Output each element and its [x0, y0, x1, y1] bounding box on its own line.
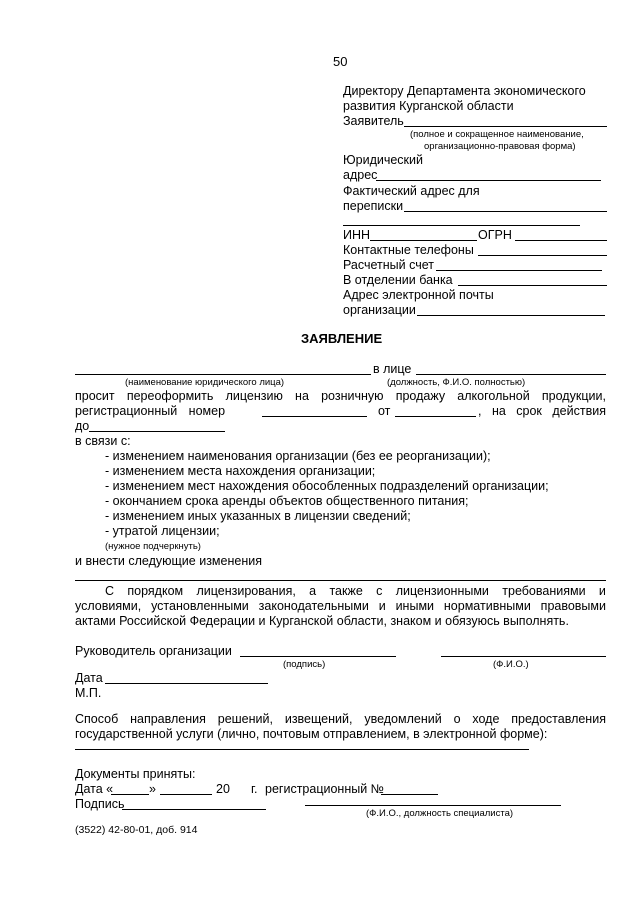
reason-item[interactable]: - изменением места нахождения организации;	[105, 464, 376, 478]
word: правовыми	[540, 599, 606, 613]
reason-item[interactable]: - изменением иных указанных в лицензии сведений;	[105, 509, 411, 523]
bank-label: В отделении банка	[343, 273, 453, 287]
ogrn-label: ОГРН	[478, 228, 512, 242]
word: предоставления	[511, 712, 606, 726]
email-label-2: организации	[343, 303, 416, 317]
reason-item[interactable]: - изменением мест нахождения обособленных подразделений организации;	[105, 479, 549, 493]
legal-address-field[interactable]	[376, 180, 601, 181]
specialist-field[interactable]	[305, 805, 561, 806]
until-date-field[interactable]	[89, 431, 225, 432]
accepted-day-field[interactable]	[111, 794, 149, 795]
account-field[interactable]	[436, 270, 602, 271]
accepted-sign-label: Подпись	[75, 797, 125, 811]
request-line	[75, 389, 606, 404]
reason-item[interactable]: - изменением наименования организации (без ее реорганизации);	[105, 449, 491, 463]
addressee-line-1: Директору Департамента экономического	[343, 84, 586, 98]
specialist-hint: (Ф.И.О., должность специалиста)	[366, 808, 514, 819]
word: продукции,	[541, 389, 606, 403]
actual-address-field-2[interactable]	[343, 225, 580, 226]
position-name-field[interactable]	[416, 374, 606, 375]
applicant-field[interactable]	[404, 126, 607, 127]
inn-label: ИНН	[343, 228, 371, 242]
applicant-hint-2: организационно-правовая форма)	[424, 141, 576, 152]
word: направления	[130, 712, 206, 726]
from-label: от	[378, 404, 391, 418]
accepted-month-field[interactable]	[160, 794, 212, 795]
word: условиями,	[75, 599, 142, 613]
word: а	[309, 584, 317, 598]
method-field[interactable]	[75, 749, 529, 750]
until-label: до	[75, 419, 90, 433]
addressee-line-2: развития Курганской области	[343, 99, 514, 113]
word: извещений,	[284, 712, 353, 726]
accepted-year-suffix: г.	[251, 782, 258, 796]
word: на	[295, 389, 309, 403]
word: просит	[75, 389, 115, 403]
phones-field[interactable]	[478, 255, 607, 256]
reason-item[interactable]: - утратой лицензии;	[105, 524, 220, 538]
reg-number-field[interactable]	[262, 416, 367, 417]
acknowledgement-line-2	[75, 599, 606, 614]
word: с	[376, 584, 383, 598]
word: Способ	[75, 712, 119, 726]
stamp-label: М.П.	[75, 686, 102, 700]
signature-hint: (подпись)	[283, 659, 326, 670]
phones-label: Контактные телефоны	[343, 243, 474, 257]
in-person-label: в лице	[373, 362, 412, 376]
position-hint: (должность, Ф.И.О. полностью)	[387, 377, 526, 388]
method-line-1	[75, 712, 606, 727]
word: также	[329, 584, 363, 598]
inn-field[interactable]	[370, 240, 477, 241]
accepted-reg-no-field[interactable]	[381, 794, 438, 795]
acknowledgement-line-3: актами Российской Федерации и Курганской области, знаком и обязуюсь выполнять.	[75, 614, 569, 628]
phone-number: (3522) 42-80-01, доб. 914	[75, 824, 198, 836]
accepted-date-prefix: Дата «	[75, 782, 114, 796]
bank-field[interactable]	[458, 285, 607, 286]
actual-address-label-1: Фактический адрес для	[343, 184, 480, 198]
word: ходе	[472, 712, 500, 726]
email-field[interactable]	[417, 315, 605, 316]
reason-item[interactable]: - окончанием срока аренды объектов общественного питания;	[105, 494, 469, 508]
word: законодательными	[258, 599, 369, 613]
applicant-label: Заявитель	[343, 114, 404, 128]
word: и	[378, 599, 386, 613]
word: порядком	[127, 584, 184, 598]
legal-address-label-2: адрес	[343, 168, 378, 182]
word: нормативными	[443, 599, 531, 613]
email-label-1: Адрес электронной почты	[343, 288, 494, 302]
accepted-year: 20	[216, 782, 230, 796]
underline-hint: (нужное подчеркнуть)	[105, 541, 201, 552]
head-label: Руководитель организации	[75, 644, 232, 658]
word: лицензионными	[395, 584, 489, 598]
actual-address-field[interactable]	[404, 211, 607, 212]
actual-address-label-2: переписки	[343, 199, 404, 213]
word: требованиями	[502, 584, 586, 598]
word: установленными	[151, 599, 249, 613]
changes-field[interactable]	[75, 580, 606, 581]
ogrn-field[interactable]	[515, 240, 607, 241]
name-field[interactable]	[441, 656, 606, 657]
accepted-label: Документы приняты:	[75, 767, 196, 781]
legal-address-label-1: Юридический	[343, 153, 423, 167]
document-title: ЗАЯВЛЕНИЕ	[301, 331, 383, 346]
word: продажу	[395, 389, 446, 403]
date-field[interactable]	[105, 683, 268, 684]
date-label: Дата	[75, 671, 103, 685]
word: иными	[395, 599, 435, 613]
word: лицензию	[225, 389, 283, 403]
reg-number-label: регистрационный номер	[75, 404, 226, 418]
from-date-field[interactable]	[395, 416, 476, 417]
term-label: , на срок действия	[478, 404, 606, 418]
word: алкогольной	[457, 389, 530, 403]
word: лицензирования,	[196, 584, 296, 598]
accepted-date-mid: »	[149, 782, 156, 796]
name-hint: (Ф.И.О.)	[493, 659, 529, 670]
org-name-field[interactable]	[75, 374, 371, 375]
due-to-label: в связи с:	[75, 434, 131, 448]
word: С	[105, 584, 115, 598]
accepted-sign-field[interactable]	[122, 809, 266, 810]
word: решений,	[217, 712, 273, 726]
page-number: 50	[333, 54, 348, 69]
account-label: Расчетный счет	[343, 258, 434, 272]
word: розничную	[321, 389, 384, 403]
org-name-hint: (наименование юридического лица)	[125, 377, 285, 388]
applicant-hint-1: (полное и сокращенное наименование,	[410, 129, 584, 140]
word: уведомлений	[364, 712, 442, 726]
method-line-2: государственной услуги (лично, почтовым отправлением, в электронной форме):	[75, 727, 548, 741]
word: переоформить	[126, 389, 214, 403]
changes-label: и внести следующие изменения	[75, 554, 262, 568]
signature-field[interactable]	[240, 656, 396, 657]
word: о	[453, 712, 461, 726]
accepted-reg-no-label: регистрационный №	[265, 782, 385, 796]
acknowledgement-line-1	[105, 584, 606, 599]
word: и	[598, 584, 606, 598]
